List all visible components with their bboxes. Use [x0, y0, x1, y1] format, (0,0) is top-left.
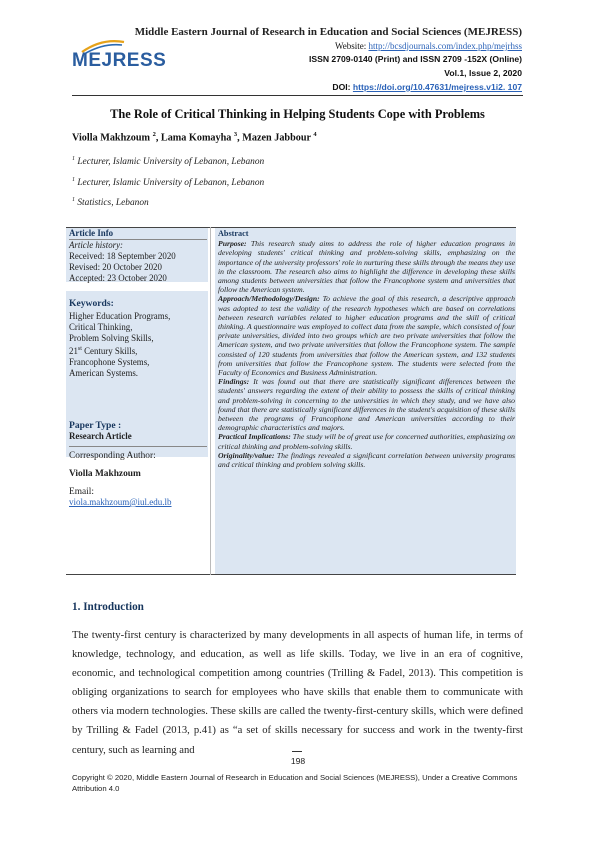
originality-label: Originality/value:: [218, 450, 275, 460]
column-divider: [210, 227, 211, 575]
approach-label: Approach/Methodology/Design:: [218, 294, 320, 304]
findings-text: It was found out that there are statistically significant differences between the students' answers regarding the extent of their ability to possess the skills of critical thinking and problem-solving in concerning to the universities in which they study, and we have also found that there are statistically significant differences in the student's acquisition of these skills between the programs of Francophone and American universities according to their demographic characteristics and majors.: [218, 377, 515, 433]
keyword-part: 21: [69, 345, 78, 356]
email-label: Email:: [69, 486, 94, 497]
keyword: Problem Solving Skills,: [69, 333, 154, 343]
intro-paragraph: The twenty-first century is characterized by many developments in all aspects of human life, in terms of knowledge, technology, and education, as well as life skills. Today, we live in an era of cognitive, economic, and technological competition among countries (Trilling & Fadel, 2013). This competition is obliging organizations to search for employees who have skills that enable them to communicate with others via modern technologies. These skills are called the twenty-first-century skills, which were defined by Trilling & Fadel (2013, p.41) as “a set of skills necessary for success and work in the twenty-first century, such as learning and: [72, 630, 523, 756]
page-number: 198: [290, 756, 306, 766]
box-bottom-rule: [66, 574, 516, 575]
keywords-heading: Keywords:: [69, 298, 114, 309]
abstract-column: [218, 229, 515, 469]
header-divider: [72, 95, 523, 96]
keyword-list: [69, 311, 207, 379]
author-name: Mazen Jabbour: [242, 132, 311, 144]
article-info-column: [69, 227, 207, 507]
journal-website: [335, 41, 522, 51]
author-sup: 2: [152, 131, 156, 138]
mejress-logo: [72, 36, 176, 72]
article-info-box: [66, 227, 516, 575]
article-info-heading: Article Info: [69, 228, 114, 238]
abstract-practical: [218, 432, 515, 450]
author-sup: 3: [233, 131, 238, 138]
practical-text: The study will be of great use for concerned authorities, emphasizing on critical thinking and problem-solving skills.: [218, 432, 515, 451]
affiliation-sup: 1: [72, 177, 75, 183]
affiliation-sup: 1: [72, 156, 75, 162]
abstract-findings: [218, 377, 515, 432]
doi-line: [332, 82, 522, 92]
accepted-date: Accepted: 23 October 2020: [69, 273, 167, 283]
doi-label: DOI:: [332, 82, 353, 92]
affiliation: [72, 177, 264, 188]
history-label: Article history:: [69, 240, 123, 250]
findings-label: Findings:: [218, 377, 250, 387]
svg-text:MEJRESS: MEJRESS: [72, 50, 167, 71]
approach-text: To achieve the goal of this research, a descriptive approach was adopted to test the validity of the research hypotheses which are based on correlations between research variables related to higher education programs and the skill of critical thinking. A questionnaire was employed to collect data from the sample, which consisted of four private universities, divided into two groups which are two private universities that follow the American system, and two private universities that follow the Francophone system. The sample consisted of 120 students from universities that follow the American system, and 132 students from universities that follow the Francophone system. The students were selected from the Faculty of Economics and Business Administration.: [218, 294, 515, 378]
paper-type-heading: Paper Type :: [69, 419, 122, 431]
paper-type: Research Article: [69, 430, 132, 441]
keyword: [69, 344, 207, 357]
practical-label: Practical Implications:: [218, 432, 291, 442]
keyword: Higher Education Programs,: [69, 311, 171, 321]
website-label: Website:: [334, 41, 369, 51]
abstract-heading: Abstract: [218, 229, 249, 238]
email-link[interactable]: viola.makhzoum@iul.edu.lb: [69, 496, 172, 507]
keyword: Critical Thinking,: [69, 322, 133, 332]
revised-date: Revised: 20 October 2020: [69, 262, 162, 272]
author-list: Violla Makhzoum $^2$, Lama Komayha $^3$, Mazen Jabbour $^4$: [72, 131, 317, 144]
author-name: Violla Makhzoum: [72, 132, 151, 144]
volume-issue: Vol.1, Issue 2, 2020: [444, 68, 522, 78]
purpose-text: This research study aims to address the role of higher education programs in developing students' critical thinking and problem-solving skills, emphasizing on the importance of the university professors' role in nurturing these skills through the means they use in the classroom. The research also aims to highlight the difference in developing these skills among students between universities that follow the Francophone system and universities that follow the American system.: [218, 239, 515, 295]
abstract-originality: [218, 451, 515, 469]
paper-title: The Role of Critical Thinking in Helping Students Cope with Problems: [110, 107, 485, 121]
page-number-rule: [292, 751, 302, 752]
affiliation-text: Lecturer, Islamic University of Lebanon, Lebanon: [77, 178, 265, 189]
purpose-label: Purpose:: [218, 239, 247, 249]
paper-type-rule: [69, 446, 207, 447]
affiliation-sup: 1: [72, 197, 75, 203]
affiliation: [72, 197, 149, 208]
originality-text: The findings revealed a significant correlation between university programs and critical thinking and problem solving skills.: [218, 450, 515, 470]
keyword-part: Century Skills,: [81, 345, 138, 356]
affiliation: [72, 156, 264, 167]
abstract-purpose: [218, 239, 515, 294]
issn-line: ISSN 2709-0140 (Print) and ISSN 2709 -152X (Online): [308, 54, 522, 64]
keyword-sup: st: [77, 346, 82, 352]
copyright-footer: Copyright © 2020, Middle Eastern Journal of Research in Education and Social Sciences (MEJRESS), Under a Creative Commons Attribution 4.0: [72, 773, 518, 793]
author-name: Lama Komayha: [160, 132, 232, 144]
keyword: American Systems.: [69, 367, 139, 378]
section-heading: 1. Introduction: [72, 601, 144, 613]
corresponding-label: Corresponding Author:: [69, 450, 156, 461]
journal-name: Middle Eastern Journal of Research in Education and Social Sciences (MEJRESS): [134, 26, 522, 38]
keyword: Francophone Systems,: [69, 356, 150, 367]
author-sup: 4: [313, 131, 317, 138]
doi-link[interactable]: https://doi.org/10.47631/mejress.v1i2. 107: [352, 82, 522, 92]
affiliation-text: Statistics, Lebanon: [77, 198, 149, 209]
received-date: Received: 18 September 2020: [69, 251, 176, 261]
abstract-approach: [218, 294, 515, 377]
corresponding-name: Violla Makhzoum: [69, 468, 141, 479]
website-link[interactable]: http://bcsdjournals.com/index.php/mejrhss: [368, 41, 522, 51]
affiliation-text: Lecturer, Islamic University of Lebanon, Lebanon: [77, 157, 265, 168]
